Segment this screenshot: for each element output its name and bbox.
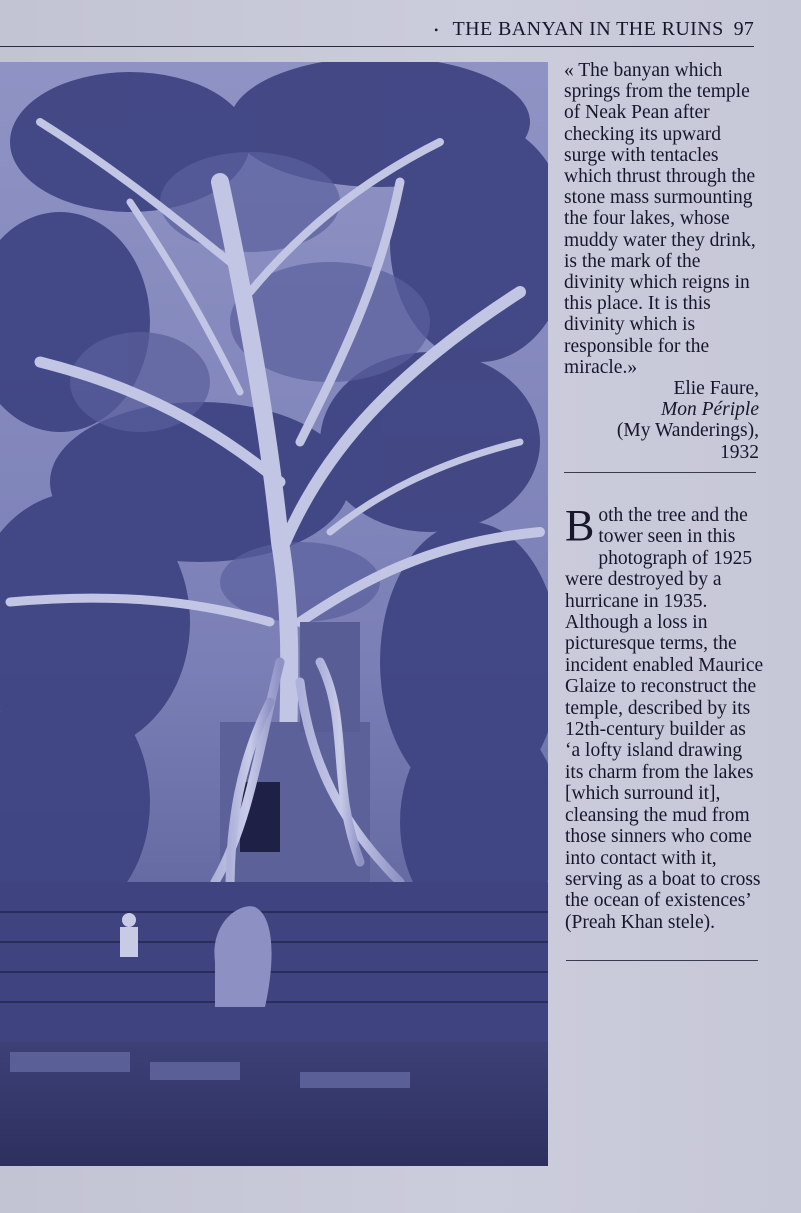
quote-work-translation: (My Wanderings), [616,420,759,442]
quote-author: Elie Faure, [673,378,759,400]
drop-cap: B [565,501,595,550]
quote-text: « The banyan which springs from the temple of Neak Pean after checking its upward surge with tentacles which thrust through the stone mass surmounting the four lakes, whose muddy water they drink, is the mark of the divinity which reigns in this place. It is this divinity which is responsible for the miracle.» [564,60,756,378]
quote-work-title: Mon Périple [660,399,759,421]
banyan-photograph [0,62,548,1166]
running-title: THE BANYAN IN THE RUINS [452,18,724,40]
banyan-photo-image [0,62,548,1166]
section-divider [564,472,756,473]
photo-caption [565,501,765,933]
quote-attribution [564,378,759,463]
header-bullet: • [434,22,439,37]
caption-bottom-rule [566,960,758,961]
quote-year: 1932 [720,441,759,463]
epigraph-quote [564,60,759,463]
page-number: 97 [733,18,754,40]
header-rule [0,46,754,47]
caption-text: oth the tree and the tower seen in this photograph of 1925 were destroyed by a hurricane in 1935. Although a loss in picturesque terms, the incident enabled Maurice Glaize to reconstruct the temple, described by its 12th-century builder as ‘a lofty island drawing its charm from the lakes [which surround it], cleansing the mud from those sinners who come into contact with it, serving as a boat to cross the ocean of existences’ (Preah Khan stele). [565,505,764,933]
running-header [420,18,754,48]
